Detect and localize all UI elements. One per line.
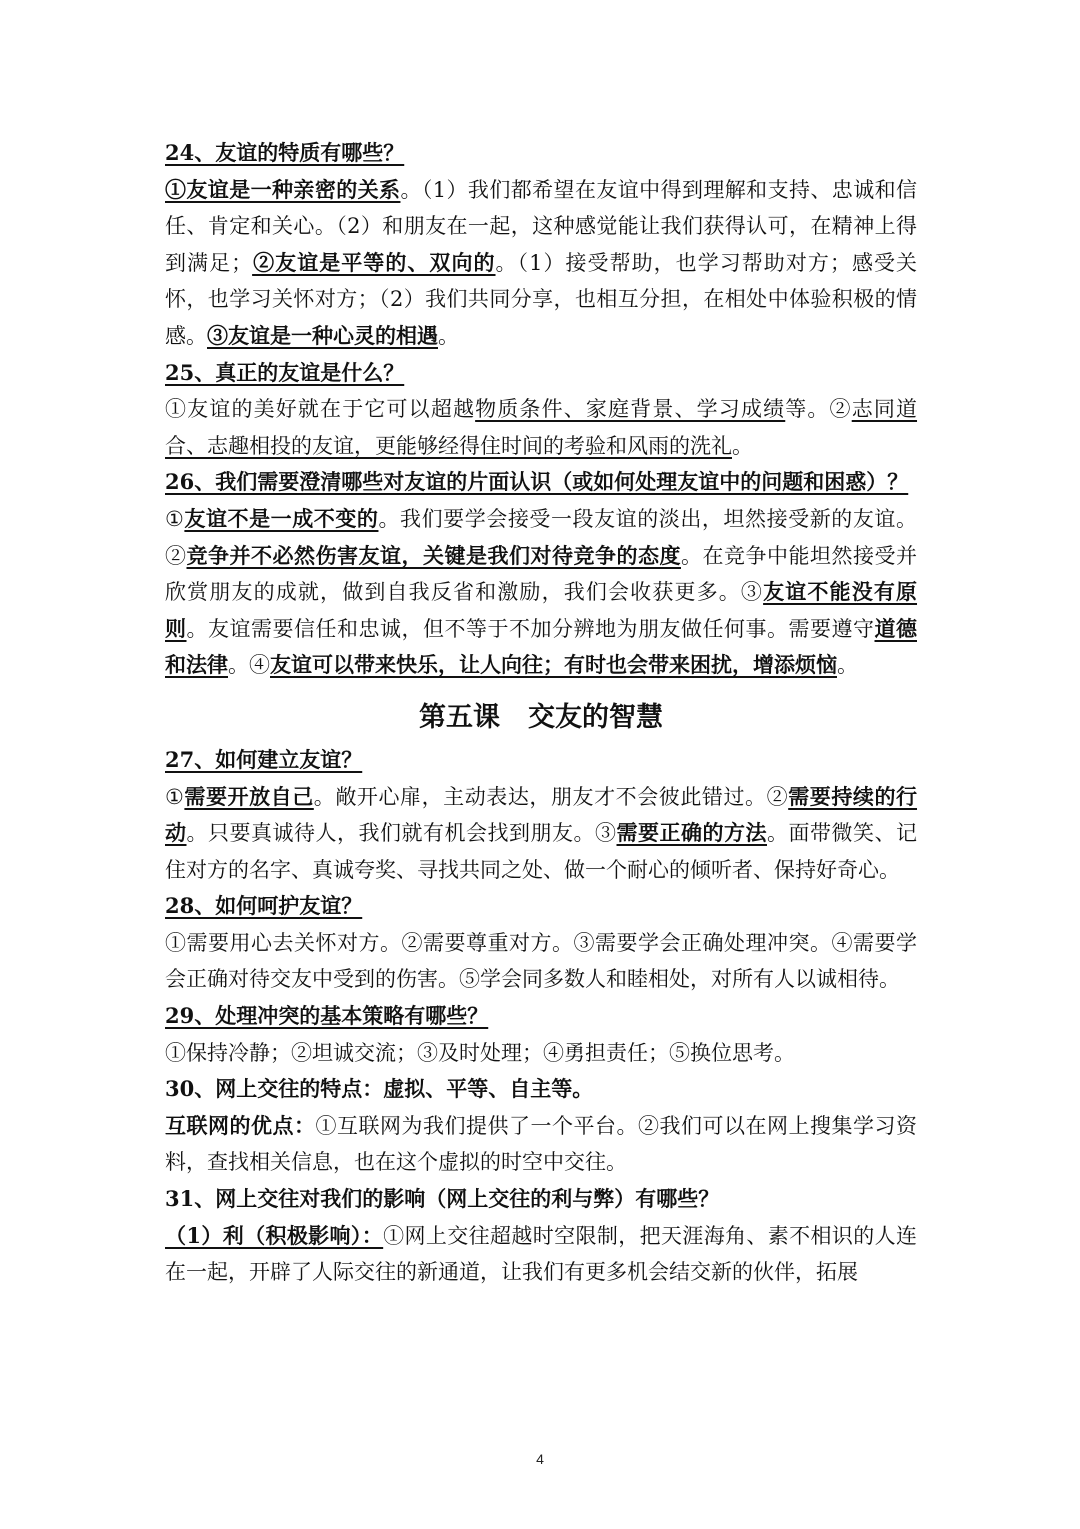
question-31-title: 31、网上交往对我们的影响（网上交往的利与弊）有哪些？ <box>165 1186 720 1212</box>
answer-31: （1）利（积极影响）：①网上交往超越时空限制，把天涯海角、素不相识的人连在一起，开辟了人际交往的新通道，让我们有更多机会结交新的伙伴，拓展 <box>165 1222 917 1285</box>
question-24-title: 24、友谊的特质有哪些？ <box>165 140 405 165</box>
answer-29: ①保持冷静；②坦诚交流；③及时处理；④勇担责任；⑤换位思考。 <box>165 1040 795 1065</box>
answer-30: 互联网的优点：①互联网为我们提供了一个平台。②我们可以在网上搜集学习资料，查找相关信息，也在这个虚拟的时空中交往。 <box>165 1112 917 1175</box>
question-30-title: 30、网上交往的特点：虚拟、平等、自主等。 <box>165 1076 594 1102</box>
page-number: 4 <box>536 1451 544 1467</box>
question-26-title: 26、我们需要澄清哪些对友谊的片面认识（或如何处理友谊中的问题和困惑）？ <box>165 469 909 495</box>
answer-27: ①需要开放自己。敞开心扉，主动表达，朋友才不会彼此错过。②需要持续的行动。只要真诚待人，我们就有机会找到朋友。③需要正确的方法。面带微笑、记住对方的名字、真诚夸奖、寻找共同之处、做一个耐心的倾听者、保持好奇心。 <box>165 783 918 882</box>
question-27-title: 27、如何建立友谊？ <box>165 746 363 772</box>
answer-28: ①需要用心去关怀对方。②需要尊重对方。③需要学会正确处理冲突。④需要学会正确对待交友中受到的伤害。⑤学会同多数人和睦相处，对所有人以诚相待。 <box>165 930 917 992</box>
answer-25: ①友谊的美好就在于它可以超越物质条件、家庭背景、学习成绩等。②志同道合、志趣相投的友谊，更能够经得住时间的考验和风雨的洗礼。 <box>165 397 918 458</box>
answer-26: ①友谊不是一成不变的。我们要学会接受一段友谊的淡出，坦然接受新的友谊。②竞争并不必然伤害友谊，关键是我们对待竞争的态度。在竞争中能坦然接受并欣赏朋友的成就，做到自我反省和激励，我们会收获更多。③友谊不能没有原则。友谊需要信任和忠诚，但不等于不加分辨地为朋友做任何事。需要遵守道德和法律。④友谊可以带来快乐，让人向往；有时也会带来困扰，增添烦恼。 <box>165 505 918 678</box>
question-29-title: 29、处理冲突的基本策略有哪些？ <box>165 1003 489 1029</box>
answer-24: ①友谊是一种亲密的关系。（1）我们都希望在友谊中得到理解和支持、忠诚和信任、肯定和关心。（2）和朋友在一起，这种感觉能让我们获得认可，在精神上得到满足；②友谊是平等的、双向的。（1）接受帮助，也学习帮助对方；感受关怀，也学习关怀对方；（2）我们共同分享，也相互分担，在相处中体验积极的情感。③友谊是一种心灵的相遇。 <box>165 176 918 348</box>
question-25-title: 25、真正的友谊是什么？ <box>165 359 405 385</box>
lesson-heading: 第五课 交友的智慧 <box>419 701 663 733</box>
question-28-title: 28、如何呵护友谊？ <box>165 893 363 919</box>
document-page <box>165 135 917 1291</box>
